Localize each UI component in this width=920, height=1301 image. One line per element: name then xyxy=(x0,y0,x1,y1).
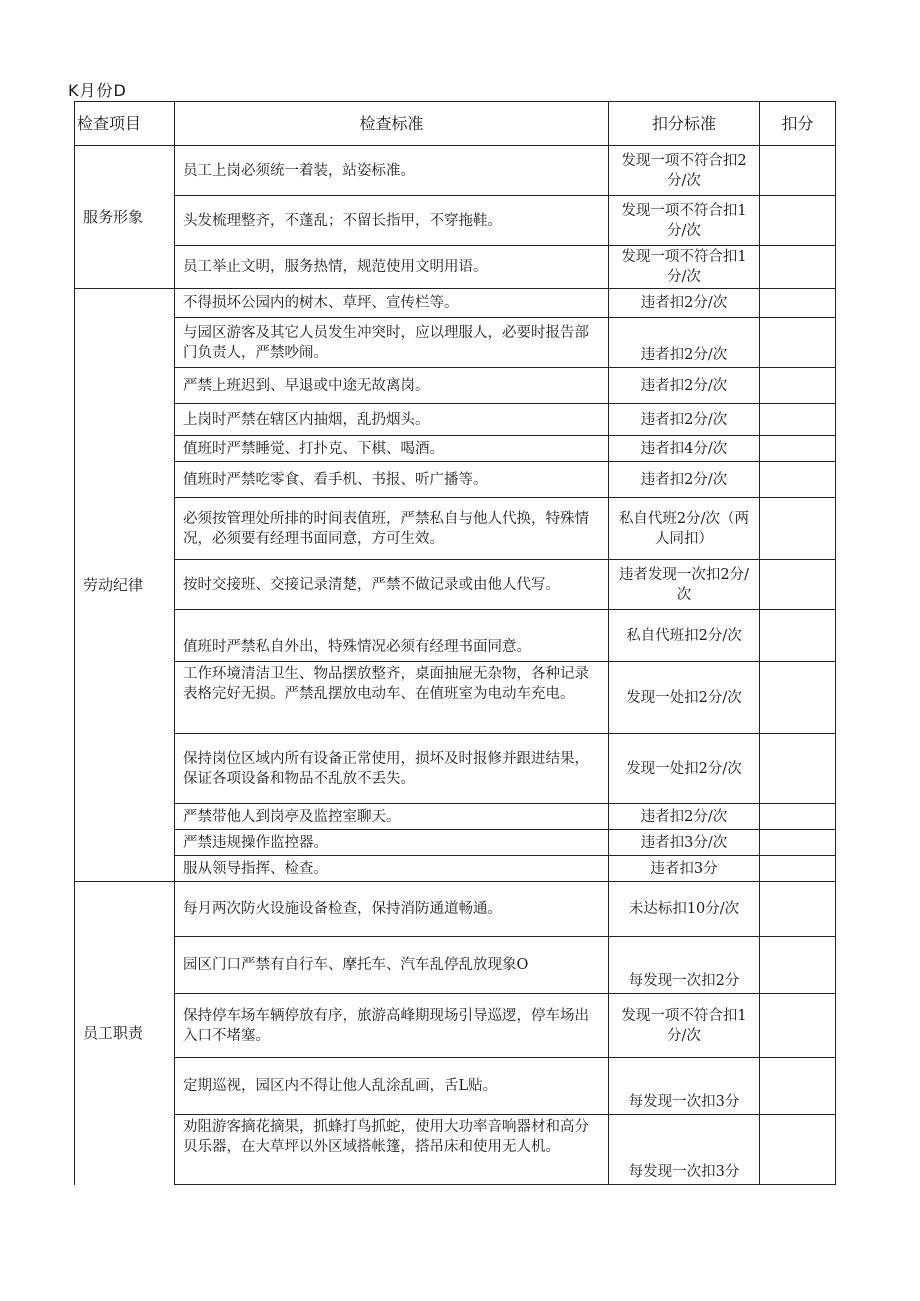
deduction-cell: 违者扣3分 xyxy=(609,856,760,882)
score-cell[interactable] xyxy=(760,289,836,318)
deduction-cell: 私自代班扣2分/次 xyxy=(609,610,760,662)
score-cell[interactable] xyxy=(760,610,836,662)
deduction-cell: 违者扣2分/次 xyxy=(609,368,760,404)
table-row xyxy=(75,882,836,937)
score-cell[interactable] xyxy=(760,560,836,610)
score-cell[interactable] xyxy=(760,462,836,498)
standard-cell: 严禁违规操作监控器。 xyxy=(175,830,609,856)
deduction-cell: 每发现一次扣3分 xyxy=(609,1115,760,1185)
category-cell: 员工职责 xyxy=(75,882,175,1185)
table-row xyxy=(75,289,836,318)
table-row xyxy=(75,856,836,882)
score-cell[interactable] xyxy=(760,856,836,882)
table-row xyxy=(75,662,836,734)
deduction-cell: 每发现一次扣3分 xyxy=(609,1058,760,1115)
score-cell[interactable] xyxy=(760,1115,836,1185)
score-cell[interactable] xyxy=(760,882,836,937)
standard-cell: 定期巡视，园区内不得让他人乱涂乱画，舌L贴。 xyxy=(175,1058,609,1115)
deduction-cell: 私自代班2分/次（两人同扣） xyxy=(609,498,760,560)
table-row xyxy=(75,804,836,830)
table-row xyxy=(75,937,836,994)
table-row xyxy=(75,368,836,404)
table-row xyxy=(75,610,836,662)
standard-cell: 必须按管理处所排的时间表值班，严禁私自与他人代换，特殊情况，必须要有经理书面同意，方可生效。 xyxy=(175,498,609,560)
standard-cell: 严禁带他人到岗亭及监控室聊天。 xyxy=(175,804,609,830)
table-row xyxy=(75,734,836,804)
table-row xyxy=(75,560,836,610)
deduction-cell: 违者发现一次扣2分/次 xyxy=(609,560,760,610)
deduction-cell: 违者扣3分/次 xyxy=(609,830,760,856)
score-cell[interactable] xyxy=(760,830,836,856)
standard-cell: 按时交接班、交接记录清楚，严禁不做记录或由他人代写。 xyxy=(175,560,609,610)
standard-cell: 服从领导指挥、检查。 xyxy=(175,856,609,882)
deduction-cell: 发现一项不符合扣1分/次 xyxy=(609,246,760,289)
score-cell[interactable] xyxy=(760,937,836,994)
deduction-cell: 违者扣2分/次 xyxy=(609,404,760,436)
score-cell[interactable] xyxy=(760,994,836,1058)
deduction-cell: 发现一处扣2分/次 xyxy=(609,662,760,734)
header-standard: 检查标准 xyxy=(175,102,609,146)
deduction-cell: 违者扣2分/次 xyxy=(609,462,760,498)
table-row xyxy=(75,830,836,856)
standard-cell: 值班时严禁吃零食、看手机、书报、听广播等。 xyxy=(175,462,609,498)
standard-cell: 上岗时严禁在辖区内抽烟，乱扔烟头。 xyxy=(175,404,609,436)
table-row xyxy=(75,1058,836,1115)
standard-cell: 不得损坏公园内的树木、草坪、宣传栏等。 xyxy=(175,289,609,318)
standard-cell: 值班时严禁私自外出，特殊情况必须有经理书面同意。 xyxy=(175,610,609,662)
score-cell[interactable] xyxy=(760,404,836,436)
score-cell[interactable] xyxy=(760,146,836,196)
standard-cell: 劝阻游客摘花摘果，抓蜂打鸟抓蛇，使用大功率音响器材和高分贝乐器，在大草坪以外区域搭帐篷，搭吊床和使用无人机。 xyxy=(175,1115,609,1185)
deduction-cell: 违者扣2分/次 xyxy=(609,804,760,830)
table-row xyxy=(75,318,836,368)
standard-cell: 值班时严禁睡觉、打扑克、下棋、喝酒。 xyxy=(175,436,609,462)
standard-cell: 员工举止文明，服务热情，规范使用文明用语。 xyxy=(175,246,609,289)
deduction-cell: 违者扣2分/次 xyxy=(609,318,760,368)
deduction-cell: 每发现一次扣2分 xyxy=(609,937,760,994)
score-cell[interactable] xyxy=(760,498,836,560)
standard-cell: 头发梳理整齐，不蓬乱；不留长指甲，不穿拖鞋。 xyxy=(175,196,609,246)
score-cell[interactable] xyxy=(760,734,836,804)
table-row xyxy=(75,196,836,246)
inspection-table xyxy=(74,101,836,1185)
score-cell[interactable] xyxy=(760,804,836,830)
standard-cell: 保持停车场车辆停放有序，旅游高峰期现场引导巡逻，停车场出入口不堵塞。 xyxy=(175,994,609,1058)
deduction-cell: 违者扣4分/次 xyxy=(609,436,760,462)
table-row xyxy=(75,146,836,196)
category-cell: 劳动纪律 xyxy=(75,289,175,882)
table-row xyxy=(75,436,836,462)
deduction-cell: 违者扣2分/次 xyxy=(609,289,760,318)
standard-cell: 工作环境清洁卫生、物品摆放整齐，桌面抽屉无杂物，各种记录表格完好无损。严禁乱摆放电动车、在值班室为电动车充电。 xyxy=(175,662,609,734)
deduction-cell: 发现一项不符合扣1分/次 xyxy=(609,196,760,246)
standard-cell: 保持岗位区域内所有设备正常使用，损坏及时报修并跟进结果，保证各项设备和物品不乱放不丢失。 xyxy=(175,734,609,804)
header-item: 检查项目 xyxy=(75,102,175,146)
standard-cell: 园区门口严禁有自行车、摩托车、汽车乱停乱放现象O xyxy=(175,937,609,994)
table-row xyxy=(75,246,836,289)
score-cell[interactable] xyxy=(760,436,836,462)
table-row xyxy=(75,1115,836,1185)
score-cell[interactable] xyxy=(760,318,836,368)
score-cell[interactable] xyxy=(760,368,836,404)
table-row xyxy=(75,994,836,1058)
standard-cell: 员工上岗必须统一着装，站姿标准。 xyxy=(175,146,609,196)
table-row xyxy=(75,462,836,498)
page-title: K月份D xyxy=(68,81,127,100)
header-score: 扣分 xyxy=(760,102,836,146)
score-cell[interactable] xyxy=(760,246,836,289)
score-cell[interactable] xyxy=(760,196,836,246)
table-header-row xyxy=(75,102,836,146)
table-row xyxy=(75,404,836,436)
deduction-cell: 未达标扣10分/次 xyxy=(609,882,760,937)
score-cell[interactable] xyxy=(760,662,836,734)
deduction-cell: 发现一项不符合扣2分/次 xyxy=(609,146,760,196)
standard-cell: 与园区游客及其它人员发生冲突时，应以理服人，必要时报告部门负责人，严禁吵闹。 xyxy=(175,318,609,368)
deduction-cell: 发现一项不符合扣1分/次 xyxy=(609,994,760,1058)
standard-cell: 每月两次防火设施设备检查，保持消防通道畅通。 xyxy=(175,882,609,937)
category-cell: 服务形象 xyxy=(75,146,175,289)
score-cell[interactable] xyxy=(760,1058,836,1115)
header-deduction: 扣分标准 xyxy=(609,102,760,146)
deduction-cell: 发现一处扣2分/次 xyxy=(609,734,760,804)
standard-cell: 严禁上班迟到、早退或中途无故离岗。 xyxy=(175,368,609,404)
table-row xyxy=(75,498,836,560)
